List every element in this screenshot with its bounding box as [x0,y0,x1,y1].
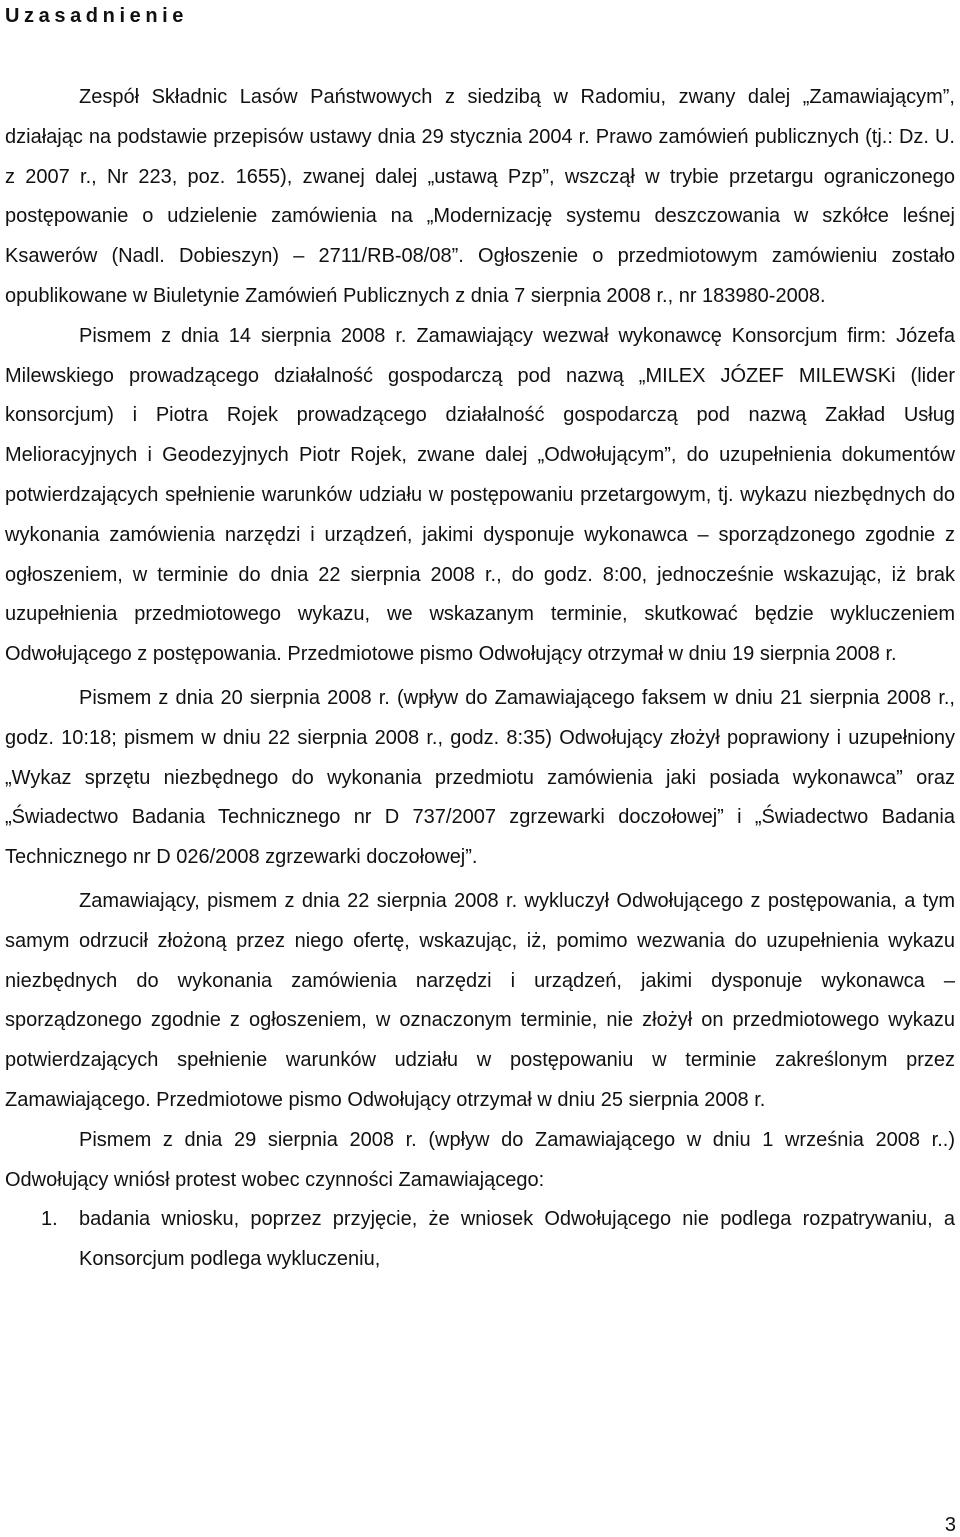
list-item [5,1200,955,1280]
document-body [5,78,955,1280]
list-item-text: badania wniosku, poprzez przyjęcie, że wniosek Odwołującego nie podlega rozpatrywaniu, a Konsorcjum podlega wykluczeniu, [79,1208,955,1271]
protest-list [5,1200,955,1280]
paragraph-exclusion: Zamawiający, pismem z dnia 22 sierpnia 2008 r. wykluczył Odwołującego z postępowania, a tym samym odrzucił złożoną przez niego ofertę, wskazując, iż, pomimo wezwania do uzupełnienia wykazu niezbędnych do wykonania zamówienia narzędzi i urządzeń, jakimi dysponuje wykonawca – sporządzonego zgodnie z ogłoszeniem, w oznaczonym terminie, nie złożył on przedmiotowego wykazu potwierdzających spełnienie warunków udziału w postępowaniu w terminie zakreślonym przez Zamawiającego. Przedmiotowe pismo Odwołujący otrzymał w dniu 25 sierpnia 2008 r. [5,889,955,1111]
page-number: 3 [944,1514,956,1536]
paragraph-summons: Pismem z dnia 14 sierpnia 2008 r. Zamawiający wezwał wykonawcę Konsorcjum firm: Józefa Milewskiego prowadzącego działalność gospodarczą pod nazwą „MILEX JÓZEF MILEWSKi (lider konsorcjum) i Piotra Rojek prowadzącego działalność gospodarczą pod nazwą Zakład Usług Melioracyjnych i Geodezyjnych Piotr Rojek, zwane dalej „Odwołującym”, do uzupełnienia dokumentów potwierdzających spełnienie warunków udziału w postępowaniu przetargowym, tj. wykazu niezbędnych do wykonania zamówienia narzędzi i urządzeń, jakimi dysponuje wykonawca – sporządzonego zgodnie z ogłoszeniem, w terminie do dnia 22 sierpnia 2008 r., do godz. 8:00, jednocześnie wskazując, iż brak uzupełnienia przedmiotowego wykazu, we wskazanym terminie, skutkować będzie wykluczeniem Odwołującego z postępowania. Przedmiotowe pismo Odwołujący otrzymał w dniu 19 sierpnia 2008 r. [5,324,955,666]
document-heading: Uzasadnienie [5,5,189,27]
paragraph-intro: Zespół Składnic Lasów Państwowych z siedzibą w Radomiu, zwany dalej „Zamawiającym”, działając na podstawie przepisów ustawy dnia 29 stycznia 2004 r. Prawo zamówień publicznych (tj.: Dz. U. z 2007 r., Nr 223, poz. 1655), zwanej dalej „ustawą Pzp”, wszczął w trybie przetargu ograniczonego postępowanie o udzielenie zamówienia na „Modernizację systemu deszczowania w szkółce leśnej Ksawerów (Nadl. Dobieszyn) – 2711/RB-08/08”. Ogłoszenie o przedmiotowym zamówieniu zostało opublikowane w Biuletynie Zamówień Publicznych z dnia 7 sierpnia 2008 r., nr 183980-2008. [5,86,955,307]
list-item-number: 1. [41,1208,58,1231]
paragraph-protest: Pismem z dnia 29 sierpnia 2008 r. (wpływ do Zamawiającego w dniu 1 września 2008 r..) Odwołujący wniósł protest wobec czynności Zamawiającego: [5,1128,955,1191]
paragraph-response: Pismem z dnia 20 sierpnia 2008 r. (wpływ do Zamawiającego faksem w dniu 21 sierpnia 2008 r., godz. 10:18; pismem w dniu 22 sierpnia 2008 r., godz. 8:35) Odwołujący złożył poprawiony i uzupełniony „Wykaz sprzętu niezbędnego do wykonania przedmiotu zamówienia jaki posiada wykonawca” oraz „Świadectwo Badania Technicznego nr D 737/2007 zgrzewarki doczołowej” i „Świadectwo Badania Technicznego nr D 026/2008 zgrzewarki doczołowej”. [5,686,955,869]
